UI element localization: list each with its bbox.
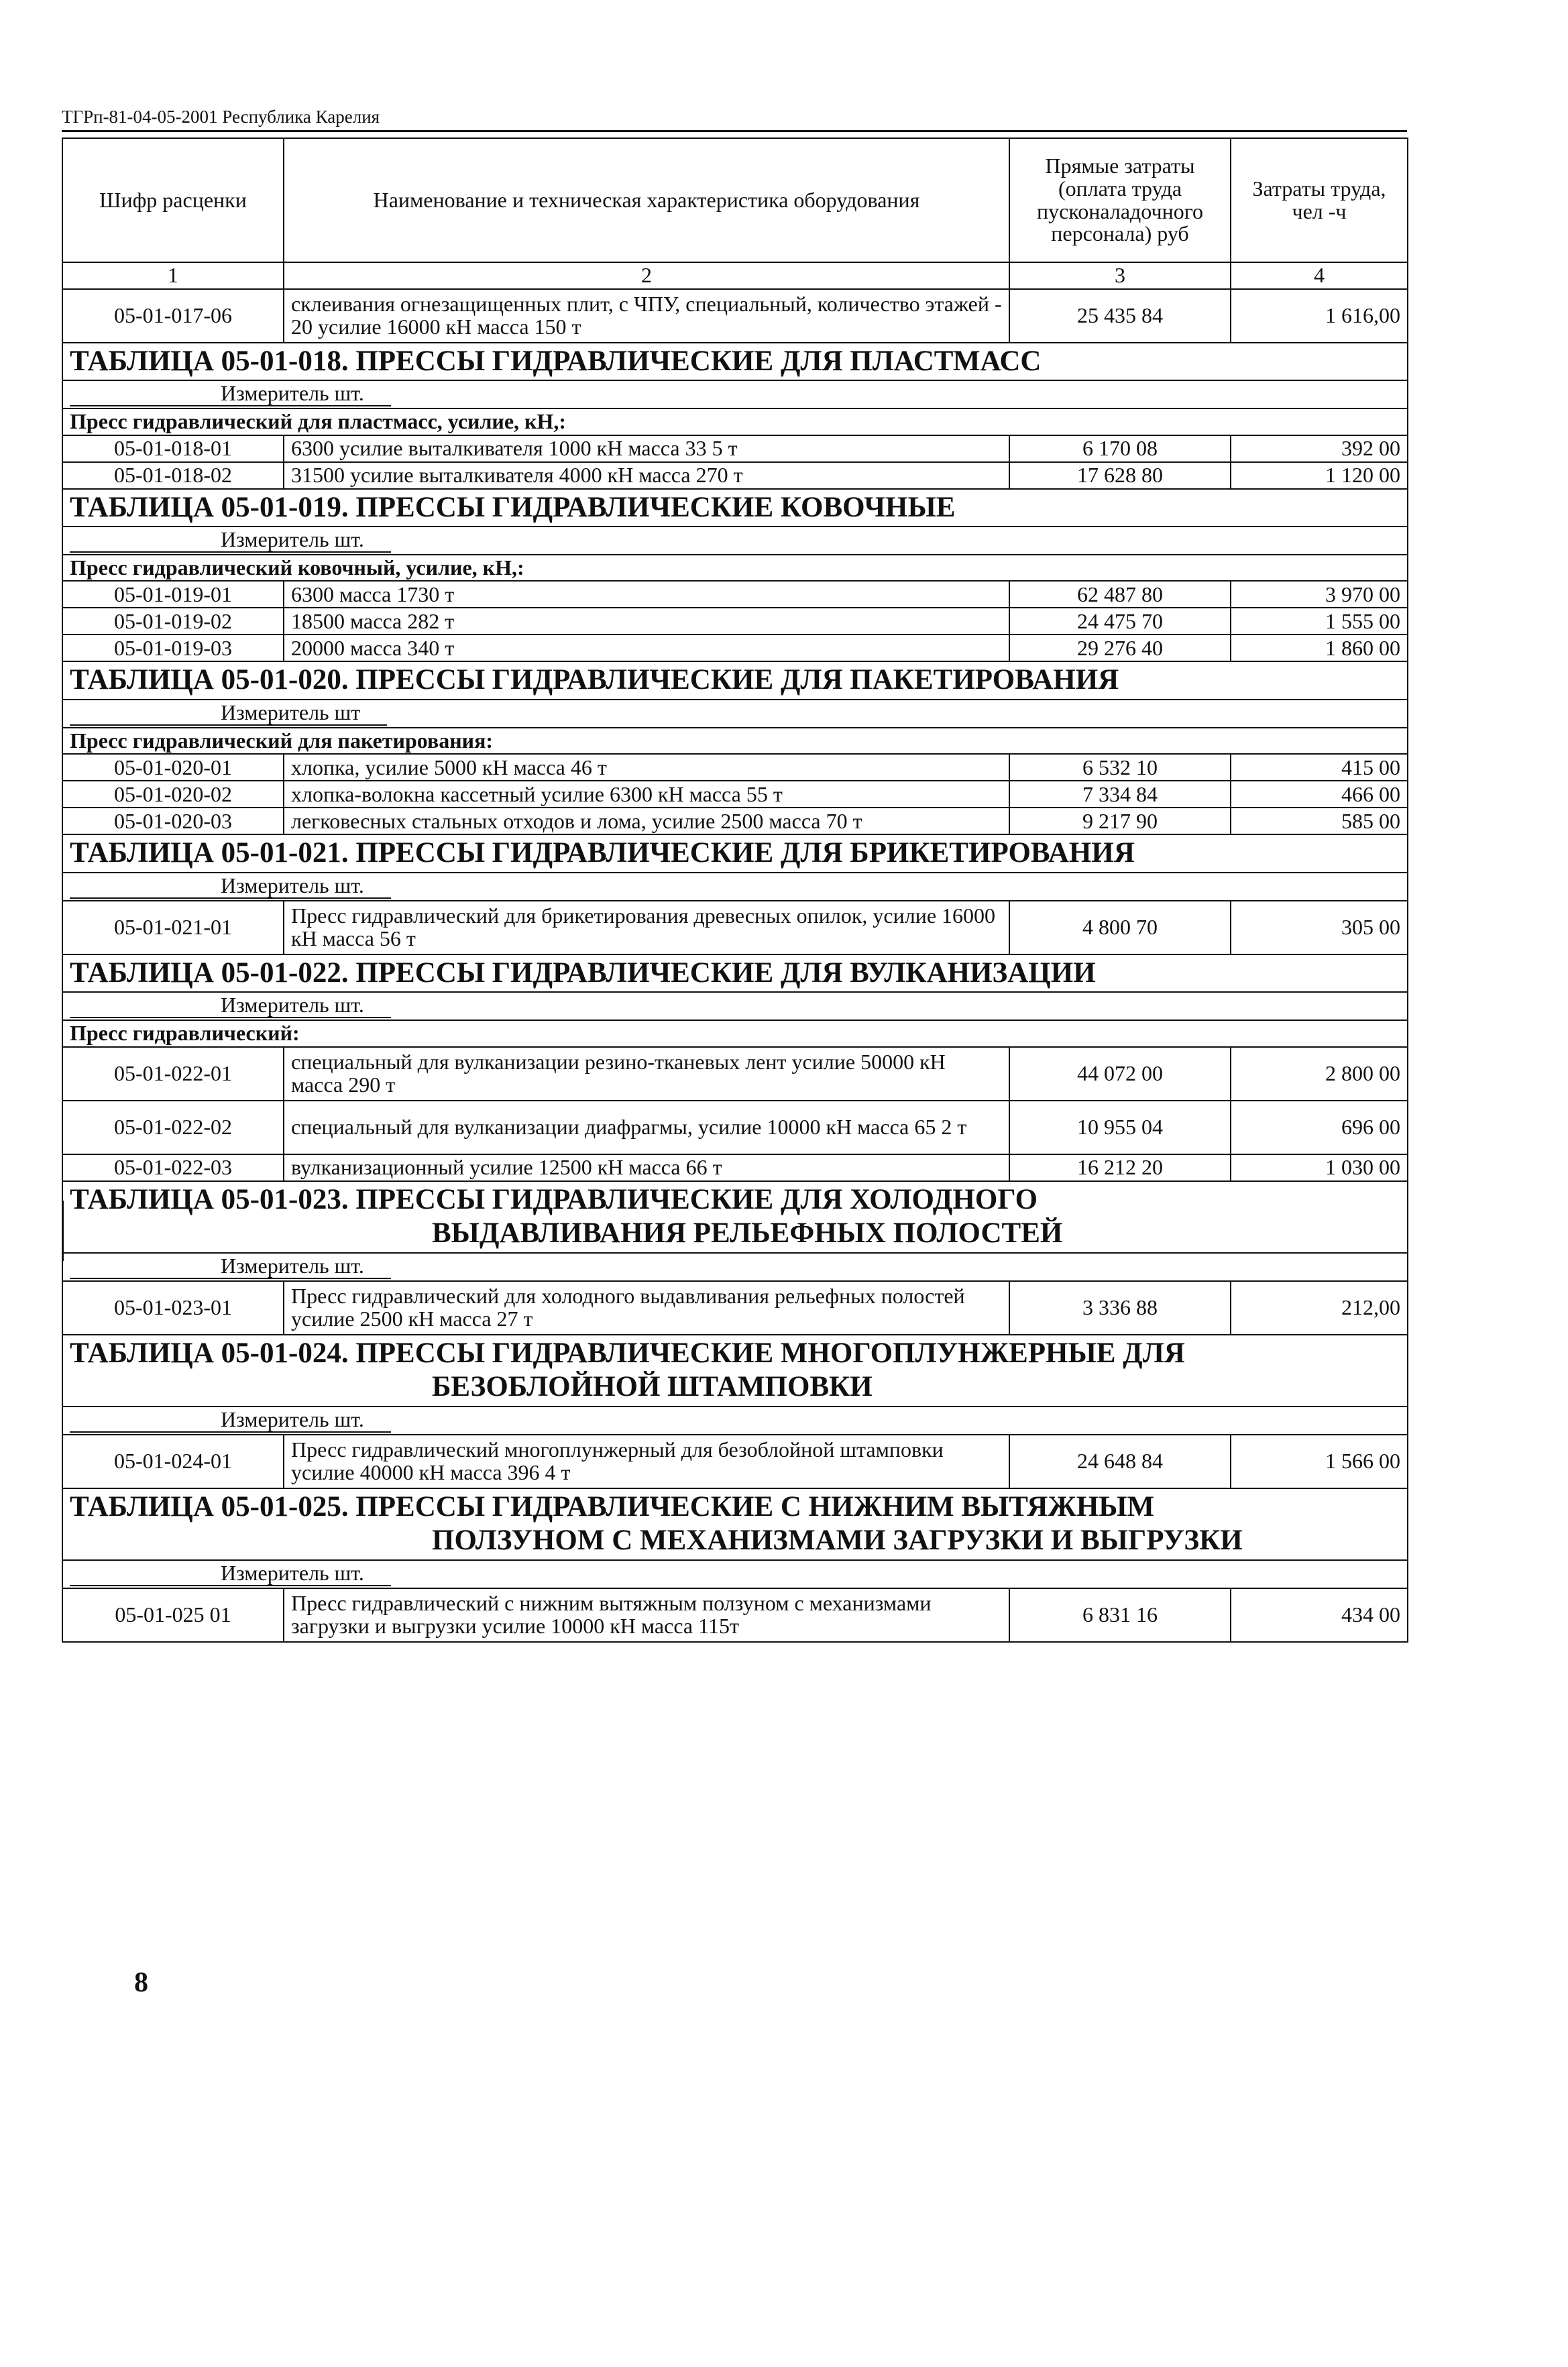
row-description: легковесных стальных отходов и лома, усилие 2500 масса 70 т [284, 808, 1009, 834]
section-header-row [62, 1488, 1408, 1560]
running-header-title: ТГРп-81-04-05-2001 Республика Карелия [62, 107, 380, 127]
col-header-direct-cost: Прямые затраты (оплата труда пусконаладочного персонала) руб [1009, 138, 1231, 262]
row-description: Пресс гидравлический с нижним вытяжным ползуном с механизмами загрузки и выгрузки усилие 10000 кН масса 115т [284, 1588, 1009, 1642]
row-direct-cost: 7 334 84 [1009, 781, 1231, 808]
section-title [70, 1490, 1400, 1558]
price-table [62, 137, 1408, 1643]
table-row [62, 808, 1408, 834]
row-description: хлопка, усилие 5000 кН масса 46 т [284, 754, 1009, 781]
section-header-row [62, 954, 1408, 993]
measure-row [62, 873, 1408, 901]
section-title-line1: ТАБЛИЦА 05-01-020. ПРЕССЫ ГИДРАВЛИЧЕСКИЕ ДЛЯ ПАКЕТИРОВАНИЯ [70, 664, 1119, 696]
row-code: 05-01-024-01 [62, 1435, 284, 1488]
row-code: 05-01-022-03 [62, 1154, 284, 1181]
row-labor: 466 00 [1231, 781, 1408, 808]
section-header-row [62, 661, 1408, 700]
measure-row [62, 1560, 1408, 1588]
table-row [62, 781, 1408, 808]
table-row [62, 1047, 1408, 1101]
section-title [70, 836, 1400, 871]
row-code: 05-01-020-02 [62, 781, 284, 808]
row-direct-cost: 9 217 90 [1009, 808, 1231, 834]
table-row [62, 435, 1408, 462]
table-row [62, 635, 1408, 661]
subheading-row [62, 728, 1408, 755]
row-description: 20000 масса 340 т [284, 635, 1009, 661]
row-labor: 305 00 [1231, 901, 1408, 954]
row-labor: 1 616,00 [1231, 289, 1408, 343]
row-code: 05-01-022-01 [62, 1047, 284, 1101]
column-header-row [62, 138, 1408, 262]
row-direct-cost: 24 648 84 [1009, 1435, 1231, 1488]
row-code: 05-01-019-03 [62, 635, 284, 661]
table-row [62, 462, 1408, 489]
document-page [62, 104, 1407, 1643]
section-title-line1: ТАБЛИЦА 05-01-022. ПРЕССЫ ГИДРАВЛИЧЕСКИЕ ДЛЯ ВУЛКАНИЗАЦИИ [70, 956, 1096, 989]
row-description: Пресс гидравлический для холодного выдавливания рельефных полостей усилие 2500 кН масса 27 т [284, 1281, 1009, 1335]
row-labor: 1 120 00 [1231, 462, 1408, 489]
section-measure-unit: Измеритель шт. [70, 1409, 391, 1433]
col-header-labor: Затраты труда, чел -ч [1231, 138, 1408, 262]
table-row [62, 608, 1408, 635]
section-title-line1: ТАБЛИЦА 05-01-018. ПРЕССЫ ГИДРАВЛИЧЕСКИЕ ДЛЯ ПЛАСТМАСС [70, 345, 1042, 377]
row-code: 05-01-020-03 [62, 808, 284, 834]
row-code: 05-01-020-01 [62, 754, 284, 781]
column-number-row [62, 262, 1408, 289]
row-direct-cost: 6 532 10 [1009, 754, 1231, 781]
row-direct-cost: 6 831 16 [1009, 1588, 1231, 1642]
col-number: 4 [1231, 262, 1408, 289]
table-row [62, 581, 1408, 608]
row-direct-cost: 16 212 20 [1009, 1154, 1231, 1181]
measure-row [62, 700, 1408, 728]
table-row [62, 289, 1408, 343]
measure-row [62, 1407, 1408, 1435]
section-title [70, 1183, 1400, 1251]
section-measure-unit: Измеритель шт. [70, 1255, 391, 1279]
row-description: склеивания огнезащищенных плит, с ЧПУ, специальный, количество этажей - 20 усилие 16000 кН масса 150 т [284, 289, 1009, 343]
row-code: 05-01-018-02 [62, 462, 284, 489]
table-row [62, 754, 1408, 781]
row-labor: 212,00 [1231, 1281, 1408, 1335]
row-code: 05-01-025 01 [62, 1588, 284, 1642]
section-subheading: Пресс гидравлический ковочный, усилие, кН,: [62, 555, 1408, 582]
row-labor: 1 555 00 [1231, 608, 1408, 635]
col-number: 1 [62, 262, 284, 289]
row-direct-cost: 3 336 88 [1009, 1281, 1231, 1335]
row-direct-cost: 62 487 80 [1009, 581, 1231, 608]
section-measure-unit: Измеритель шт. [70, 529, 391, 553]
subheading-row [62, 408, 1408, 435]
measure-row [62, 992, 1408, 1020]
row-code: 05-01-018-01 [62, 435, 284, 462]
table-row [62, 1435, 1408, 1488]
row-description: 6300 усилие выталкивателя 1000 кН масса 33 5 т [284, 435, 1009, 462]
measure-row [62, 527, 1408, 555]
col-number: 2 [284, 262, 1009, 289]
section-header-row [62, 489, 1408, 527]
row-description: Пресс гидравлический для брикетирования древесных опилок, усилие 16000 кН масса 56 т [284, 901, 1009, 954]
row-labor: 2 800 00 [1231, 1047, 1408, 1101]
row-description: специальный для вулканизации диафрагмы, усилие 10000 кН масса 65 2 т [284, 1101, 1009, 1154]
row-direct-cost: 17 628 80 [1009, 462, 1231, 489]
section-header-row [62, 343, 1408, 381]
col-number: 3 [1009, 262, 1231, 289]
section-title-line1: ТАБЛИЦА 05-01-023. ПРЕССЫ ГИДРАВЛИЧЕСКИЕ ДЛЯ ХОЛОДНОГО [70, 1183, 1038, 1215]
row-labor: 585 00 [1231, 808, 1408, 834]
measure-row [62, 380, 1408, 408]
row-labor: 1 860 00 [1231, 635, 1408, 661]
section-title [70, 663, 1400, 698]
section-subheading: Пресс гидравлический для пакетирования: [62, 728, 1408, 755]
section-title-line1: ТАБЛИЦА 05-01-021. ПРЕССЫ ГИДРАВЛИЧЕСКИЕ ДЛЯ БРИКЕТИРОВАНИЯ [70, 837, 1135, 869]
row-description: специальный для вулканизации резино-тканевых лент усилие 50000 кН масса 290 т [284, 1047, 1009, 1101]
row-labor: 696 00 [1231, 1101, 1408, 1154]
row-direct-cost: 25 435 84 [1009, 289, 1231, 343]
row-description: вулканизационный усилие 12500 кН масса 66 т [284, 1154, 1009, 1181]
row-description: хлопка-волокна кассетный усилие 6300 кН масса 55 т [284, 781, 1009, 808]
col-header-code: Шифр расценки [62, 138, 284, 262]
row-labor: 415 00 [1231, 754, 1408, 781]
measure-row [62, 1253, 1408, 1281]
section-title [70, 491, 1400, 525]
section-title-line1: ТАБЛИЦА 05-01-019. ПРЕССЫ ГИДРАВЛИЧЕСКИЕ КОВОЧНЫЕ [70, 491, 956, 523]
row-labor: 1 566 00 [1231, 1435, 1408, 1488]
section-subheading: Пресс гидравлический для пластмасс, усилие, кН,: [62, 408, 1408, 435]
section-title [70, 345, 1400, 379]
section-title-line1: ТАБЛИЦА 05-01-025. ПРЕССЫ ГИДРАВЛИЧЕСКИЕ С НИЖНИМ ВЫТЯЖНЫМ [70, 1490, 1155, 1523]
section-title-line1: ТАБЛИЦА 05-01-024. ПРЕССЫ ГИДРАВЛИЧЕСКИЕ МНОГОПЛУНЖЕРНЫЕ ДЛЯ [70, 1337, 1185, 1369]
subheading-row [62, 555, 1408, 582]
row-labor: 3 970 00 [1231, 581, 1408, 608]
row-direct-cost: 24 475 70 [1009, 608, 1231, 635]
section-subheading: Пресс гидравлический: [62, 1020, 1408, 1047]
row-code: 05-01-019-02 [62, 608, 284, 635]
table-row [62, 1154, 1408, 1181]
row-code: 05-01-021-01 [62, 901, 284, 954]
row-direct-cost: 10 955 04 [1009, 1101, 1231, 1154]
section-measure-unit: Измеритель шт. [70, 1562, 391, 1586]
row-labor: 392 00 [1231, 435, 1408, 462]
row-description: 18500 масса 282 т [284, 608, 1009, 635]
section-title-line2: ПОЛЗУНОМ С МЕХАНИЗМАМИ ЗАГРУЗКИ И ВЫГРУЗКИ [432, 1525, 1243, 1557]
row-direct-cost: 29 276 40 [1009, 635, 1231, 661]
table-row [62, 901, 1408, 954]
section-measure-unit: Измеритель шт. [70, 875, 391, 899]
row-direct-cost: 6 170 08 [1009, 435, 1231, 462]
section-title [70, 956, 1400, 991]
row-code: 05-01-019-01 [62, 581, 284, 608]
section-header-row [62, 1335, 1408, 1407]
table-row [62, 1281, 1408, 1335]
margin-mark [62, 1201, 64, 1261]
row-description: Пресс гидравлический многоплунжерный для безоблойной штамповки усилие 40000 кН масса 396 4 т [284, 1435, 1009, 1488]
table-row [62, 1588, 1408, 1642]
row-description: 6300 масса 1730 т [284, 581, 1009, 608]
row-labor: 1 030 00 [1231, 1154, 1408, 1181]
section-measure-unit: Измеритель шт [70, 702, 387, 726]
section-measure-unit: Измеритель шт. [70, 994, 391, 1018]
row-code: 05-01-017-06 [62, 289, 284, 343]
section-header-row [62, 834, 1408, 873]
section-header-row [62, 1181, 1408, 1253]
table-row [62, 1101, 1408, 1154]
section-measure-unit: Измеритель шт. [70, 382, 391, 406]
subheading-row [62, 1020, 1408, 1047]
col-header-name: Наименование и техническая характеристика оборудования [284, 138, 1009, 262]
section-title [70, 1337, 1400, 1405]
row-code: 05-01-022-02 [62, 1101, 284, 1154]
page-number: 8 [134, 1967, 148, 1998]
row-direct-cost: 44 072 00 [1009, 1047, 1231, 1101]
row-labor: 434 00 [1231, 1588, 1408, 1642]
running-header [62, 104, 1407, 132]
row-code: 05-01-023-01 [62, 1281, 284, 1335]
section-title-line2: БЕЗОБЛОЙНОЙ ШТАМПОВКИ [432, 1371, 873, 1403]
row-description: 31500 усилие выталкивателя 4000 кН масса 270 т [284, 462, 1009, 489]
row-direct-cost: 4 800 70 [1009, 901, 1231, 954]
section-title-line2: ВЫДАВЛИВАНИЯ РЕЛЬЕФНЫХ ПОЛОСТЕЙ [432, 1217, 1063, 1250]
